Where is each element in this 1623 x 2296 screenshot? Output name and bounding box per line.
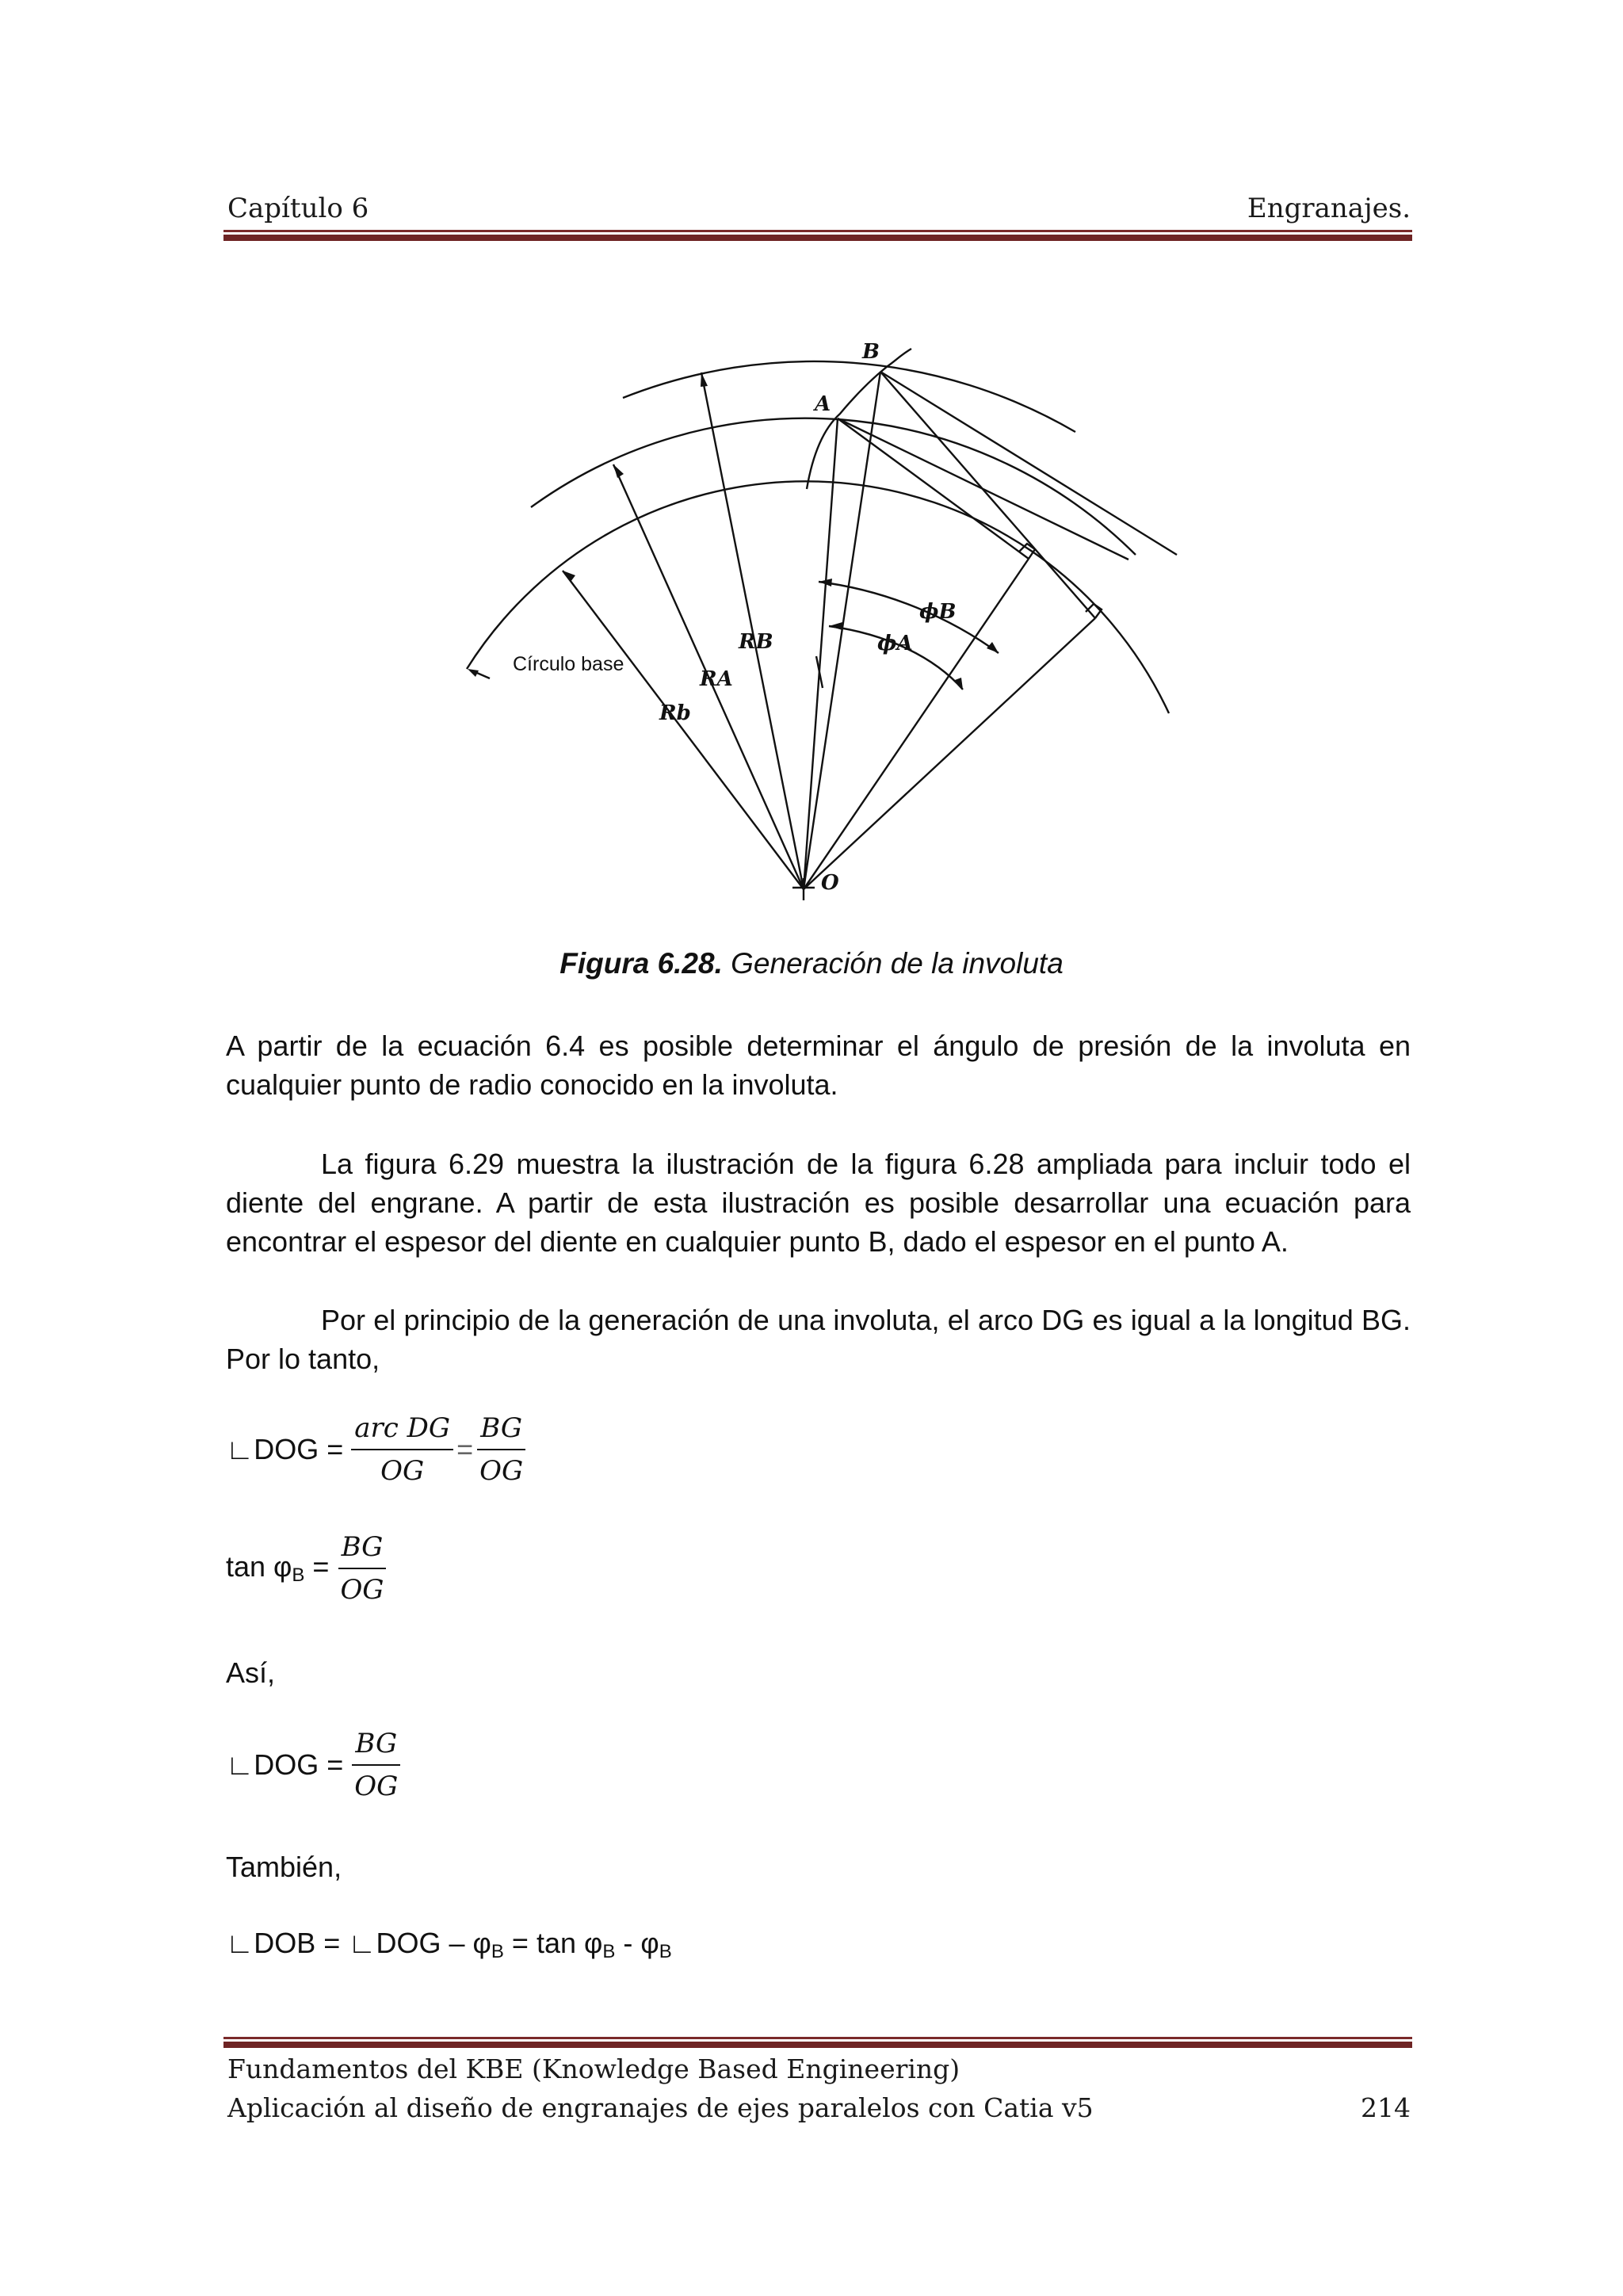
line-o-tangent-b <box>804 618 1095 889</box>
label-phi-a: ϕA <box>877 632 913 655</box>
caption-text: Generación de la involuta <box>722 947 1064 980</box>
header-chapter: Capítulo 6 <box>227 193 369 224</box>
eq1-fraction-2 <box>476 1412 526 1487</box>
label-base-circle: Círculo base <box>513 653 624 675</box>
label-o: O <box>821 871 839 895</box>
eq2-den: OG <box>340 1574 384 1606</box>
eq1-den1: OG <box>380 1455 425 1487</box>
paragraph-2: La figura 6.29 muestra la ilustración de la figura 6.28 ampliada para incluir todo el diente del engrane. A partir de esta ilustración es posible desarrollar una ecuación para encontrar el espesor del diente en cualquier punto B, dado el espesor en el punto A. <box>226 1148 1411 1258</box>
header-title: Engranajes. <box>1247 193 1411 224</box>
eq3-lhs: ∟DOG = <box>226 1748 344 1781</box>
base-circle-arc <box>467 481 1169 713</box>
arrowhead-ra <box>613 464 624 478</box>
label-rb-outer: RB <box>739 630 773 654</box>
ray-b-outward <box>880 372 1177 555</box>
figure-caption <box>0 947 1623 980</box>
eq1-fraction-1 <box>351 1412 453 1487</box>
footer-line-2: Aplicación al diseño de engranajes de ejes paralelos con Catia v5 <box>227 2092 1094 2123</box>
paragraph-3: Por el principio de la generación de una involuta, el arco DG es igual a la longitud BG. Por lo tanto, <box>226 1304 1411 1375</box>
arrowhead-phi-a <box>829 622 842 630</box>
label-ra: RA <box>700 667 733 691</box>
line-o-b <box>804 372 880 889</box>
arrowhead-rb-outer <box>701 372 708 387</box>
label-a: A <box>815 392 831 416</box>
label-b: B <box>862 340 880 364</box>
line-o-a <box>804 418 838 889</box>
footer-line-1: Fundamentos del KBE (Knowledge Based Engineering) <box>227 2053 960 2084</box>
eq1-num1: arc DG <box>351 1412 453 1450</box>
text-asi: Así, <box>226 1656 276 1689</box>
paragraph-1: A partir de la ecuación 6.4 es posible determinar el ángulo de presión de la involuta en cualquier punto de radio conocido en la involuta. <box>226 1030 1411 1101</box>
text-tambien: También, <box>226 1851 342 1883</box>
eq1-lhs: ∟DOG = <box>226 1433 344 1465</box>
equation-dog-2 <box>226 1728 404 1802</box>
tangent-a <box>838 418 1029 559</box>
footer-rule <box>223 2037 1412 2048</box>
header-rule <box>223 230 1412 241</box>
label-phi-b: ϕB <box>919 600 957 624</box>
equation-dog <box>226 1412 529 1487</box>
eq3-fraction <box>351 1728 401 1802</box>
eq1-equals: = <box>456 1433 474 1465</box>
eq3-num: BG <box>352 1728 400 1766</box>
eq1-num2: BG <box>477 1412 525 1450</box>
page-number: 214 <box>1361 2092 1411 2123</box>
eq2-num: BG <box>338 1531 387 1569</box>
eq3-den: OG <box>354 1771 399 1802</box>
equation-tan-phi <box>226 1531 390 1606</box>
eq2-lhs: $\tan \varphi_B$ = <box>226 1550 330 1586</box>
radius-b-circle-arc <box>623 361 1075 432</box>
label-rb: Rb <box>659 701 691 725</box>
eq2-fraction <box>337 1531 387 1606</box>
equation-dob: ∟DOB = ∟DOG – $\varphi_B = \tan \varphi_B - \varphi_B$ <box>226 1927 672 1962</box>
eq1-den2: OG <box>479 1455 524 1487</box>
caption-label: Figura 6.28. <box>559 947 723 980</box>
involute-figure <box>444 317 1189 919</box>
